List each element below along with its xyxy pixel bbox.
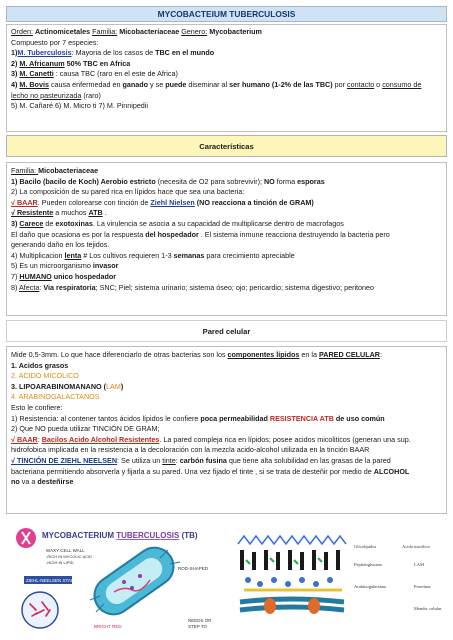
pared-9c: Bacilos Acido Alcohol Resistentes (41, 434, 160, 444)
car-2c: NO (263, 176, 275, 186)
car-11b: HUMANO (19, 271, 52, 281)
species-3-name: M. Canetti (19, 69, 54, 79)
car-6b: Carece (19, 218, 44, 228)
pared-1a: Mide 0,5-3mm. Lo que hace diferenciarlo de otras bacterias son los (11, 350, 228, 359)
car-6e: . La virulencia se asocia a su capacidad de multiplicarse dentro de macrofagos (92, 218, 344, 228)
pared-9d: . La pared compleja rica en lípidos; posee acidos micoliticos (generan una sup. (159, 434, 411, 444)
species-4-b: ganado (122, 79, 149, 89)
taxonomy-line (11, 27, 442, 38)
pared-line-13 (11, 477, 442, 488)
species-4-c: y se (148, 79, 166, 89)
legend-glicolipidos: Glicolípidos (354, 544, 377, 549)
page-title: MYCOBACTEIUM TUBERCULOSIS (157, 9, 296, 19)
car-4c: Ziehl Nielsen (150, 197, 195, 207)
zn-stain-badge (24, 576, 75, 584)
car-12b: Afecta (19, 282, 40, 292)
caracteristicas-heading: Características (199, 142, 254, 151)
pared-line-11 (11, 456, 442, 467)
species-4-num: 4) (11, 79, 20, 89)
car-5c: ATB (88, 208, 103, 218)
car-2d: forma (274, 176, 298, 186)
car-line-12 (11, 283, 442, 294)
pared-11b: : Se utiliza un (117, 455, 163, 465)
car-line-11 (11, 272, 442, 283)
car-1b: Micobacteriaceae (38, 166, 99, 175)
pared-1c: en la (299, 350, 320, 359)
pared-banner (6, 320, 447, 342)
species-4-m: (raro) (81, 90, 101, 100)
pared-11e: carbón fusina (179, 455, 227, 465)
illustration-logo (16, 528, 36, 548)
pared-7d: de uso común (333, 413, 385, 423)
mycolic-acid-layer (240, 550, 340, 570)
label-rod: ROD-SHAPED (178, 566, 209, 571)
pared-11d: : (175, 455, 180, 465)
species-4-h: por (332, 79, 348, 89)
pared-9a: √ BAAR (11, 434, 38, 444)
genero-value: Mycobacterium (209, 27, 262, 36)
pared-7a: 1) Resistencia: al contener tantos ácidos lípidos le confiere (11, 413, 201, 423)
car-line-1 (11, 166, 442, 177)
species-1 (11, 48, 442, 59)
compuesto-line: Compuesto por 7 especies: (11, 37, 99, 47)
pared-1b: componentes lípidos (227, 350, 300, 359)
species-4-name: M. Bovis (19, 79, 49, 89)
pared-line-10: hidrofobica implicada en la resistencia a la decoloración con la mezcla acido-alcohol utilizada en la tinción BAAR (11, 445, 370, 455)
car-10b: invasor (92, 261, 119, 271)
illustration-title: MYCOBACTERIUM TUBERCULOSIS (TB) (42, 531, 198, 540)
pared-11f: que tiene alta solubilidad en las grasas de la pared (226, 455, 391, 465)
pared-11a: √ TINCIÓN DE ZIEHL NEELSEN (11, 455, 118, 465)
legend-peptidoglucano: Peptidoglucano (354, 562, 382, 567)
car-11c: unico hospedador (51, 271, 117, 281)
pared-line-3: 2. ACIDO MICOLICO (11, 371, 79, 381)
rod-bacterium (87, 540, 181, 622)
car-9d: semanas (173, 250, 205, 260)
species-4-f: ser humano (229, 79, 270, 89)
species-5-7: 5) M. Cañaré 6) M. Micro ti 7) M. Pinnipedii (11, 101, 149, 111)
car-4b: . Pueden colorearse con tinción de (37, 197, 151, 207)
car-12e: ; SNC; Piel; sistema urinario; sistema óseo; ojo; pericardio; sistema digestivo; peritoneo (95, 282, 375, 292)
car-9c: # Los cultivos requieren 1-3 (81, 250, 174, 260)
car-2e: esporas (297, 176, 325, 186)
species-4-g: (1-2% de las TBC) (269, 79, 333, 89)
species-3-desc: : causa TBC (raro en el este de Africa) (53, 69, 178, 79)
car-line-4 (11, 198, 442, 209)
species-2-name: M. Africanum (19, 58, 65, 68)
species-4-cont (11, 91, 442, 102)
pared-section (6, 346, 447, 514)
membrane-layer (240, 598, 344, 614)
species-4 (11, 80, 442, 91)
pared-line-5: 4. ARABINOGALACTANOS (11, 392, 100, 402)
car-1a: Familia: (11, 166, 39, 175)
zn-slide (22, 592, 58, 628)
label-waxy-3: -HIGH IN LIPID (46, 560, 74, 565)
car-5d: . (102, 208, 107, 218)
species-4-e: diseminar al (186, 79, 230, 89)
label-bright: BRIGHT RED (94, 624, 122, 629)
species-4-i: contacto (347, 79, 375, 89)
car-4d: (NO reacciona a tinción de GRAM) (194, 197, 314, 207)
species-1-name: M. Tuberculosis (17, 48, 72, 58)
cell-wall-diagram (230, 530, 445, 630)
species-4-a: causa enfermedad en (48, 79, 123, 89)
car-12c: : (39, 282, 44, 292)
pared-13c: desteñirse (37, 477, 74, 487)
car-7c: . El sistema inmune reacciona destruyendo la bacteria pero (198, 229, 390, 239)
pared-4c: ) (120, 381, 124, 391)
car-5b: a muchos (53, 208, 89, 218)
car-2b: (necesita de O2 para sobrevivir); (155, 176, 264, 186)
pared-13a: no (11, 477, 20, 487)
label-waxy: WAXY CELL WALL (46, 548, 85, 553)
orden-value: Actinomicetales (34, 27, 91, 36)
wall-outer-layer (238, 536, 346, 544)
legend-acido-micolico: Acido micólico (402, 544, 430, 549)
car-line-9 (11, 251, 442, 262)
legend-proteinas: Proteínas (414, 584, 431, 589)
car-line-6 (11, 219, 442, 230)
car-11a: 7) (11, 271, 20, 281)
species-4-l: lecho no pasteurizada (11, 90, 82, 100)
label-waxy-2: -RICH IN MYCOLIC ACID (46, 554, 93, 559)
car-line-8: generando daño en los tejidos. (11, 240, 110, 250)
arabinogalactan-layer (244, 577, 342, 590)
car-line-10 (11, 261, 442, 272)
intro-section (6, 24, 447, 132)
pared-7b: poca permeabilidad (200, 413, 268, 423)
pared-4a: 3. LIPOARABINOMANANO ( (11, 381, 107, 391)
pared-7c: RESISTENCIA ATB (267, 413, 334, 423)
pared-line-8: 2) Que NO pueda utilizar TINCIÓN DE GRAM; (11, 424, 160, 434)
pared-line-2: 1. Acidos grasos (11, 360, 69, 370)
legend-arabinogalactano: Arabinogalactano (354, 584, 386, 589)
car-6a: 3) (11, 218, 20, 228)
pared-1e: : (380, 350, 382, 359)
label-needs-2: STEP TO (188, 624, 208, 629)
orden-label: Orden: (11, 27, 33, 36)
pared-11c: tinte (162, 455, 176, 465)
species-4-k: consumo de (382, 79, 422, 89)
car-6c: de (43, 218, 56, 228)
pared-12b: ALCOHOL (373, 466, 410, 476)
pared-heading: Pared celular (202, 327, 251, 336)
car-4a: √ BAAR (11, 197, 38, 207)
pared-1d: PARED CELULAR (319, 350, 380, 359)
pared-line-12 (11, 467, 442, 478)
legend-membrana: Membr. celular (414, 606, 442, 611)
species-4-d: puede (165, 79, 187, 89)
species-1-desc: : Mayoria de los casos de (71, 48, 156, 58)
species-2 (11, 59, 442, 70)
genero-label: Genero: (181, 27, 208, 36)
svg-text:ZIEHL-NEELSEN STAIN: ZIEHL-NEELSEN STAIN (26, 578, 76, 583)
label-needs: NEEDS OR (188, 618, 212, 623)
car-6d: exotoxinas (55, 218, 93, 228)
pared-line-7 (11, 414, 442, 425)
car-7a: El daño que ocasiona es por la respuesta (11, 229, 146, 239)
pared-13b: va a (19, 477, 38, 487)
car-10a: 5) Es un microorganismo (11, 261, 93, 271)
species-2-num: 2) (11, 58, 20, 68)
caracteristicas-banner (6, 135, 447, 157)
tb-bacterium-illustration (12, 524, 222, 636)
car-12a: 8) (11, 282, 19, 292)
pared-4b: LAM (106, 381, 121, 391)
car-line-3: 2) La composición de su pared rica en lípidos hace que sea una bacteria: (11, 187, 245, 197)
car-5a: √ Resistente (11, 208, 54, 218)
species-1-num: 1) (11, 48, 18, 58)
car-9a: 4) Multiplicacion (11, 250, 65, 260)
species-2-desc: 50% TBC en Africa (64, 58, 131, 68)
car-2a: 1) Bacilo (bacilo de Koch) Aerobio estricto (11, 176, 156, 186)
diagram-legend (354, 544, 442, 611)
pared-line-6: Esto le confiere: (11, 402, 63, 412)
car-line-2 (11, 177, 442, 188)
familia-label: Familia: (92, 27, 118, 36)
car-9e: para crecimiento apreciable (204, 250, 295, 260)
familia-value: Micobacteriaceae (119, 27, 180, 36)
pared-9b: : (37, 434, 42, 444)
species-3 (11, 69, 442, 80)
car-12d: Via respiratoria (43, 282, 96, 292)
species-1-emph: TBC en el mundo (155, 48, 215, 58)
car-line-5 (11, 208, 442, 219)
species-3-num: 3) (11, 69, 20, 79)
pared-12a: bacteriana permitiendo absorverla y fijarla a su pared. Una vez fijado el tinte , si se trata de desteñir por medio de (11, 466, 374, 476)
pared-line-9 (11, 435, 442, 446)
legend-lam: LAM (414, 562, 424, 567)
caracteristicas-section (6, 162, 447, 316)
pared-line-4 (11, 382, 442, 393)
car-9b: lenta (64, 250, 82, 260)
pared-line-1 (11, 350, 442, 361)
title-banner (6, 6, 447, 22)
car-line-7 (11, 230, 442, 241)
car-7b: del hospedador (145, 229, 199, 239)
species-4-j: o (374, 79, 383, 89)
